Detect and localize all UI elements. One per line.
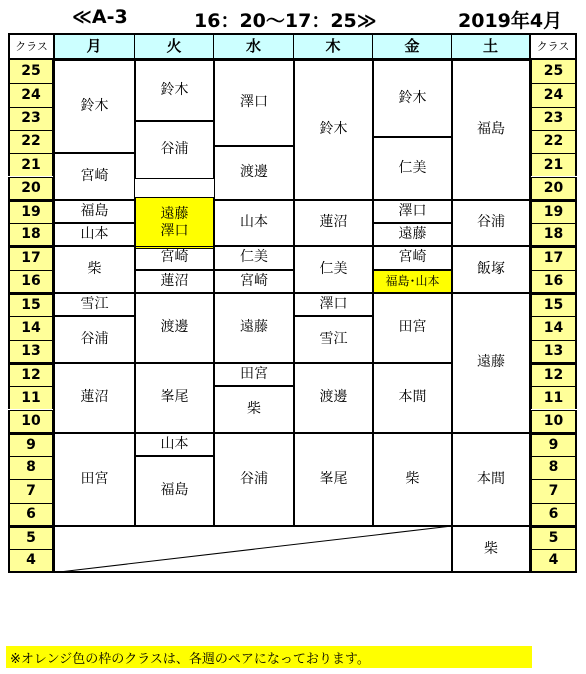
class-level-right: 8 xyxy=(530,456,577,479)
teacher-cell: 山本 xyxy=(54,223,135,246)
class-level-right: 5 xyxy=(530,526,577,549)
class-level-left: 22 xyxy=(8,130,54,153)
teacher-cell: 谷浦 xyxy=(452,200,530,247)
pair-class-cell: 福島･山本 xyxy=(373,270,452,293)
teacher-cell: 渡邊 xyxy=(214,146,294,200)
month-label: 2019年4月 xyxy=(458,10,563,32)
class-level-left: 19 xyxy=(8,200,54,223)
band-divider xyxy=(530,292,577,294)
class-header-right: クラス xyxy=(530,33,577,60)
class-level-left: 4 xyxy=(8,549,54,572)
teacher-cell: 澤口 xyxy=(294,293,373,316)
class-level-right: 7 xyxy=(530,479,577,502)
teacher-cell: 仁美 xyxy=(373,137,452,200)
class-level-left: 24 xyxy=(8,83,54,106)
band-divider xyxy=(8,362,54,364)
teacher-cell: 福島 xyxy=(452,60,530,200)
class-level-right: 16 xyxy=(530,270,577,293)
day-header: 土 xyxy=(452,33,530,60)
teacher-cell: 柴 xyxy=(373,433,452,526)
teacher-cell: 雪江 xyxy=(54,293,135,316)
column-divider xyxy=(529,33,531,573)
teacher-cell: 鈴木 xyxy=(54,60,135,153)
class-level-right: 4 xyxy=(530,549,577,572)
class-level-right: 21 xyxy=(530,153,577,176)
class-level-right: 18 xyxy=(530,223,577,246)
class-level-left: 16 xyxy=(8,270,54,293)
band-divider xyxy=(530,432,577,434)
class-level-left: 25 xyxy=(8,60,54,83)
teacher-cell: 渡邊 xyxy=(294,363,373,433)
class-level-left: 9 xyxy=(8,433,54,456)
class-level-right: 25 xyxy=(530,60,577,83)
class-level-left: 12 xyxy=(8,363,54,386)
teacher-cell: 蓮沼 xyxy=(135,270,214,293)
teacher-cell: 蓮沼 xyxy=(54,363,135,433)
class-level-right: 11 xyxy=(530,386,577,409)
teacher-cell: 本間 xyxy=(373,363,452,433)
class-level-right: 17 xyxy=(530,246,577,269)
band-divider xyxy=(8,245,54,247)
class-level-left: 5 xyxy=(8,526,54,549)
teacher-cell: 鈴木 xyxy=(373,60,452,137)
teacher-cell: 田宮 xyxy=(214,363,294,386)
class-level-right: 20 xyxy=(530,177,577,200)
teacher-cell: 仁美 xyxy=(214,246,294,269)
teacher-cell: 遠藤 xyxy=(214,293,294,363)
class-level-left: 18 xyxy=(8,223,54,246)
teacher-cell: 谷浦 xyxy=(135,121,214,179)
teacher-cell: 宮崎 xyxy=(54,153,135,200)
class-level-left: 17 xyxy=(8,246,54,269)
teacher-cell: 澤口 xyxy=(373,200,452,223)
teacher-cell: 遠藤 xyxy=(373,223,452,246)
class-level-right: 14 xyxy=(530,316,577,339)
teacher-cell: 田宮 xyxy=(54,433,135,526)
class-level-left: 10 xyxy=(8,410,54,433)
teacher-cell: 仁美 xyxy=(294,246,373,293)
class-level-left: 15 xyxy=(8,293,54,316)
class-level-left: 6 xyxy=(8,503,54,526)
class-level-right: 23 xyxy=(530,107,577,130)
class-level-right: 19 xyxy=(530,200,577,223)
day-header: 水 xyxy=(214,33,294,60)
teacher-cell: 福島 xyxy=(135,456,214,526)
course-title: ≪A-3 xyxy=(72,6,128,28)
teacher-cell: 渡邊 xyxy=(135,293,214,363)
class-level-right: 15 xyxy=(530,293,577,316)
class-level-left: 7 xyxy=(8,479,54,502)
band-divider xyxy=(8,292,54,294)
column-divider xyxy=(53,33,55,573)
class-level-left: 23 xyxy=(8,107,54,130)
teacher-cell: 飯塚 xyxy=(452,246,530,293)
band-divider xyxy=(530,245,577,247)
teacher-cell: 澤口 xyxy=(214,60,294,146)
teacher-cell: 峯尾 xyxy=(294,433,373,526)
teacher-cell: 柴 xyxy=(214,386,294,433)
class-level-left: 13 xyxy=(8,340,54,363)
teacher-cell: 鈴木 xyxy=(294,60,373,200)
class-level-left: 11 xyxy=(8,386,54,409)
class-level-right: 13 xyxy=(530,340,577,363)
teacher-cell: 谷浦 xyxy=(54,316,135,363)
teacher-cell: 宮崎 xyxy=(214,270,294,293)
teacher-cell: 福島 xyxy=(54,200,135,223)
class-level-right: 10 xyxy=(530,410,577,433)
teacher-cell: 雪江 xyxy=(294,316,373,363)
day-header: 火 xyxy=(135,33,214,60)
teacher-cell: 峯尾 xyxy=(135,363,214,433)
teacher-cell: 柴 xyxy=(54,246,135,293)
diagonal-stroke xyxy=(54,526,452,573)
band-divider xyxy=(530,199,577,201)
band-divider xyxy=(8,432,54,434)
class-level-right: 22 xyxy=(530,130,577,153)
day-header: 月 xyxy=(54,33,135,60)
teacher-cell: 柴 xyxy=(452,526,530,573)
teacher-cell: 宮崎 xyxy=(373,246,452,269)
class-level-right: 9 xyxy=(530,433,577,456)
footnote: ※オレンジ色の枠のクラスは、各週のペアになっております。 xyxy=(6,646,532,668)
class-level-left: 21 xyxy=(8,153,54,176)
day-header: 金 xyxy=(373,33,452,60)
teacher-cell: 本間 xyxy=(452,433,530,526)
teacher-cell: 山本 xyxy=(214,200,294,247)
class-level-left: 20 xyxy=(8,177,54,200)
time-range: 16：20〜17：25≫ xyxy=(194,10,377,32)
class-level-left: 14 xyxy=(8,316,54,339)
teacher-cell: 山本 xyxy=(135,433,214,456)
pair-class-cell: 遠藤 澤口 xyxy=(135,197,214,248)
day-header: 木 xyxy=(294,33,373,60)
band-divider xyxy=(530,525,577,527)
teacher-cell: 谷浦 xyxy=(214,433,294,526)
teacher-cell: 鈴木 xyxy=(135,60,214,121)
class-level-right: 12 xyxy=(530,363,577,386)
class-level-left: 8 xyxy=(8,456,54,479)
diagonal-line xyxy=(54,526,452,573)
band-divider xyxy=(530,362,577,364)
band-divider xyxy=(8,525,54,527)
teacher-cell: 蓮沼 xyxy=(294,200,373,247)
teacher-cell: 遠藤 xyxy=(452,293,530,433)
class-header-left: クラス xyxy=(8,33,54,60)
teacher-cell: 宮崎 xyxy=(135,246,214,269)
band-divider xyxy=(8,199,54,201)
class-level-right: 6 xyxy=(530,503,577,526)
teacher-cell: 田宮 xyxy=(373,293,452,363)
class-level-right: 24 xyxy=(530,83,577,106)
